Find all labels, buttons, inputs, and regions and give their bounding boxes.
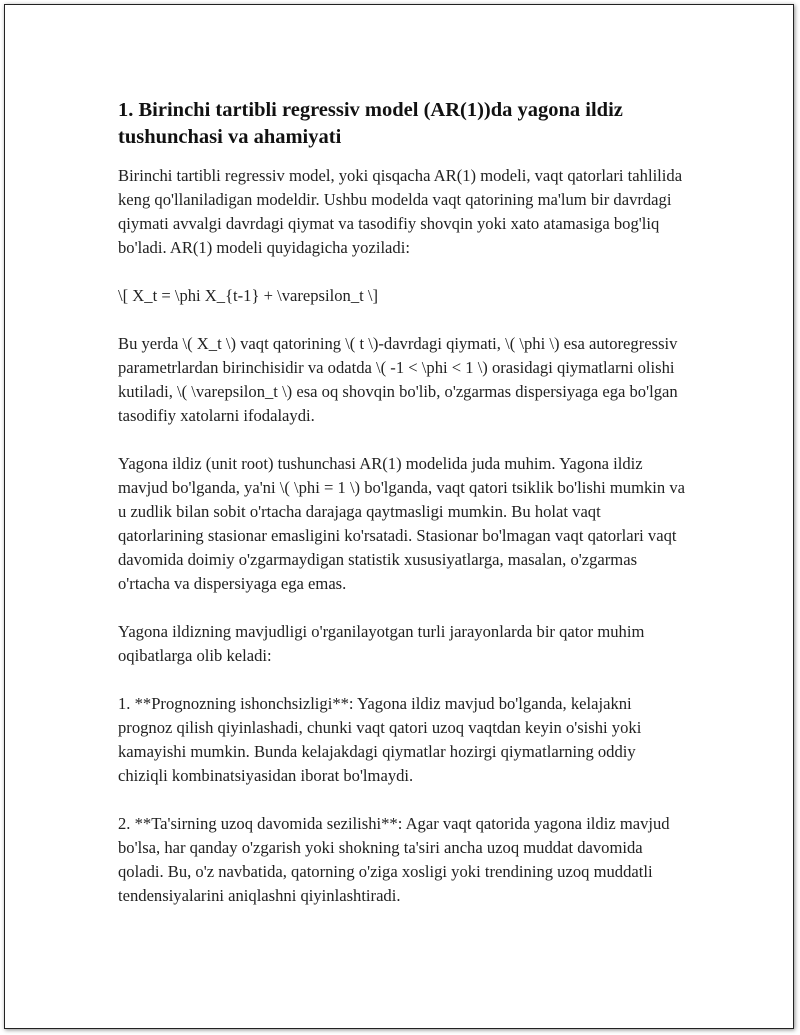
paragraph-unit-root: Yagona ildiz (unit root) tushunchasi AR(1) modelida juda muhim. Yagona ildiz mavjud bo'lganda, ya'ni \( \phi = 1 \) bo'lganda, vaqt qatori tsiklik bo'lishi mumkin va u zudlik bilan sobit o'rtacha darajaga qaytmasligi mumkin. Bu holat vaqt qatorlarining stasionar emasligini ko'rsatadi. Stasionar bo'lmagan vaqt qatorlari vaqt davomida doimiy o'zgarmaydigan statistik xususiyatlarga, masalan, o'zgarmas o'rtacha va dispersiyaga ega emas. [118, 454, 685, 593]
paragraph-formula: \[ X_t = \phi X_{t-1} + \varepsilon_t \] [118, 286, 379, 305]
paragraph-definitions: Bu yerda \( X_t \) vaqt qatorining \( t \)-davrdagi qiymati, \( \phi \) esa autoregressiv parametrlardan birinchisidir va odatda \( -1 < \phi < 1 \) orasidagi qiymatlarni olishi kutiladi, \( \varepsilon_t \) esa oq shovqin bo'lib, o'zgarmas dispersiyaga ega bo'lgan tasodifiy xatolarni ifodalaydi. [118, 334, 678, 425]
section-heading: 1. Birinchi tartibli regressiv model (AR(1))da yagona ildiz tushunchasi va ahamiyati [118, 99, 623, 148]
list-item-persistence: 2. **Ta'sirning uzoq davomida sezilishi**: Agar vaqt qatorida yagona ildiz mavjud bo'lsa, har qanday o'zgarish yoki shokning ta'siri ancha uzoq muddat davomida qoladi. Bu, o'z navbatida, qatorning o'ziga xosligi yoki trendining uzoq muddatli tendensiyalarini aniqlashni qiyinlashtiradi. [118, 814, 670, 905]
document-page [4, 4, 794, 1029]
document-body [118, 97, 688, 932]
list-item-forecast: 1. **Prognozning ishonchsizligi**: Yagona ildiz mavjud bo'lganda, kelajakni prognoz qilish qiyinlashadi, chunki vaqt qatori uzoq vaqtdan keyin o'sishi yoki kamayishi mumkin. Bunda kelajakdagi qiymatlar hozirgi qiymatlarning oddiy chiziqli kombinatsiyasidan iborat bo'lmaydi. [118, 694, 642, 785]
paragraph-intro: Birinchi tartibli regressiv model, yoki qisqacha AR(1) modeli, vaqt qatorlari tahlilida keng qo'llaniladigan modeldir. Ushbu modelda vaqt qatorining ma'lum bir davrdagi qiymati avvalgi davrdagi qiymat va tasodifiy shovqin yoki xato atamasiga bog'liq bo'ladi. AR(1) modeli quyidagicha yoziladi: [118, 166, 683, 257]
paragraph-consequences-intro: Yagona ildizning mavjudligi o'rganilayotgan turli jarayonlarda bir qator muhim oqibatlarga olib keladi: [118, 622, 645, 665]
